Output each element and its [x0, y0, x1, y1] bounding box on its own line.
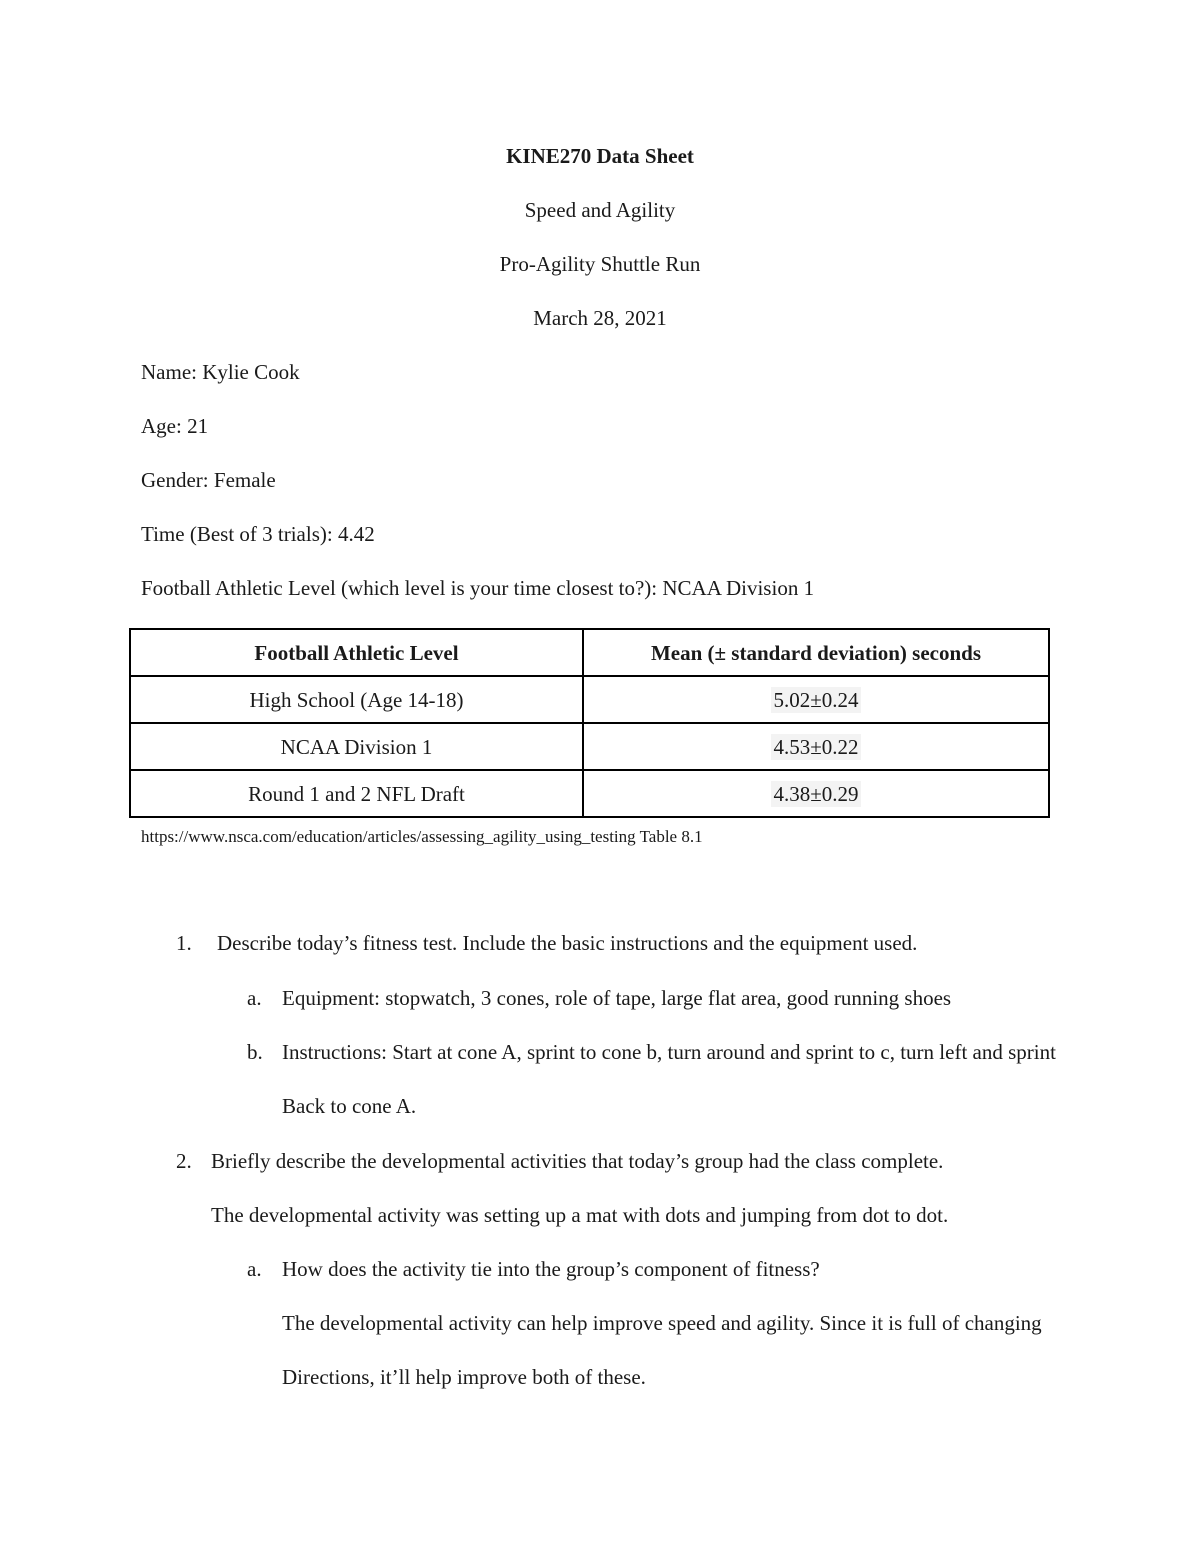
document-date: March 28, 2021 [533, 306, 667, 330]
table-cell-mean [583, 676, 1049, 723]
question-1-number: 1. [176, 931, 192, 955]
name-field: Name: Kylie Cook [141, 360, 300, 384]
table-source-citation: https://www.nsca.com/education/articles/assessing_agility_using_testing Table 8.1 [141, 827, 703, 846]
time-field: Time (Best of 3 trials): 4.42 [141, 522, 375, 546]
question-1a-marker: a. [247, 986, 262, 1010]
question-1-text: Describe today’s fitness test. Include the basic instructions and the equipment used. [217, 931, 918, 955]
table-cell-level: NCAA Division 1 [130, 723, 583, 770]
age-field: Age: 21 [141, 414, 209, 438]
question-2-number: 2. [176, 1149, 192, 1173]
document-subtitle: Speed and Agility [524, 198, 676, 222]
mean-value: 4.53±0.22 [773, 734, 859, 759]
question-2-answer: The developmental activity was setting up a mat with dots and jumping from dot to dot. [211, 1203, 949, 1227]
table-header-mean: Mean (± standard deviation) seconds [583, 629, 1049, 676]
question-2a-marker: a. [247, 1257, 262, 1281]
mean-value: 5.02±0.24 [773, 687, 859, 712]
gender-field: Gender: Female [141, 468, 276, 492]
athletic-level-table [129, 628, 1050, 818]
question-1b-text-continued: Back to cone A. [282, 1094, 417, 1118]
table-row [130, 770, 1049, 817]
table-cell-mean [583, 770, 1049, 817]
table-header-level: Football Athletic Level [130, 629, 583, 676]
table-row [130, 676, 1049, 723]
document-title: KINE270 Data Sheet [506, 144, 694, 168]
question-1b-marker: b. [247, 1040, 263, 1064]
athletic-level-field: Football Athletic Level (which level is your time closest to?): NCAA Division 1 [141, 576, 815, 600]
question-1b-text: Instructions: Start at cone A, sprint to cone b, turn around and sprint to c, turn left and sprint [282, 1040, 1056, 1064]
question-1a-text: Equipment: stopwatch, 3 cones, role of tape, large flat area, good running shoes [282, 986, 952, 1010]
question-2a-text: How does the activity tie into the group’s component of fitness? [282, 1257, 820, 1281]
question-2-text: Briefly describe the developmental activities that today’s group had the class complete. [211, 1149, 944, 1173]
table-cell-level: Round 1 and 2 NFL Draft [130, 770, 583, 817]
table-cell-level: High School (Age 14-18) [130, 676, 583, 723]
table-cell-mean [583, 723, 1049, 770]
table-header-row [130, 629, 1049, 676]
question-2a-answer-continued: Directions, it’ll help improve both of these. [282, 1365, 646, 1389]
table-row [130, 723, 1049, 770]
mean-value: 4.38±0.29 [773, 781, 859, 806]
test-name: Pro-Agility Shuttle Run [499, 252, 701, 276]
question-2a-answer: The developmental activity can help improve speed and agility. Since it is full of changing [282, 1311, 1042, 1335]
